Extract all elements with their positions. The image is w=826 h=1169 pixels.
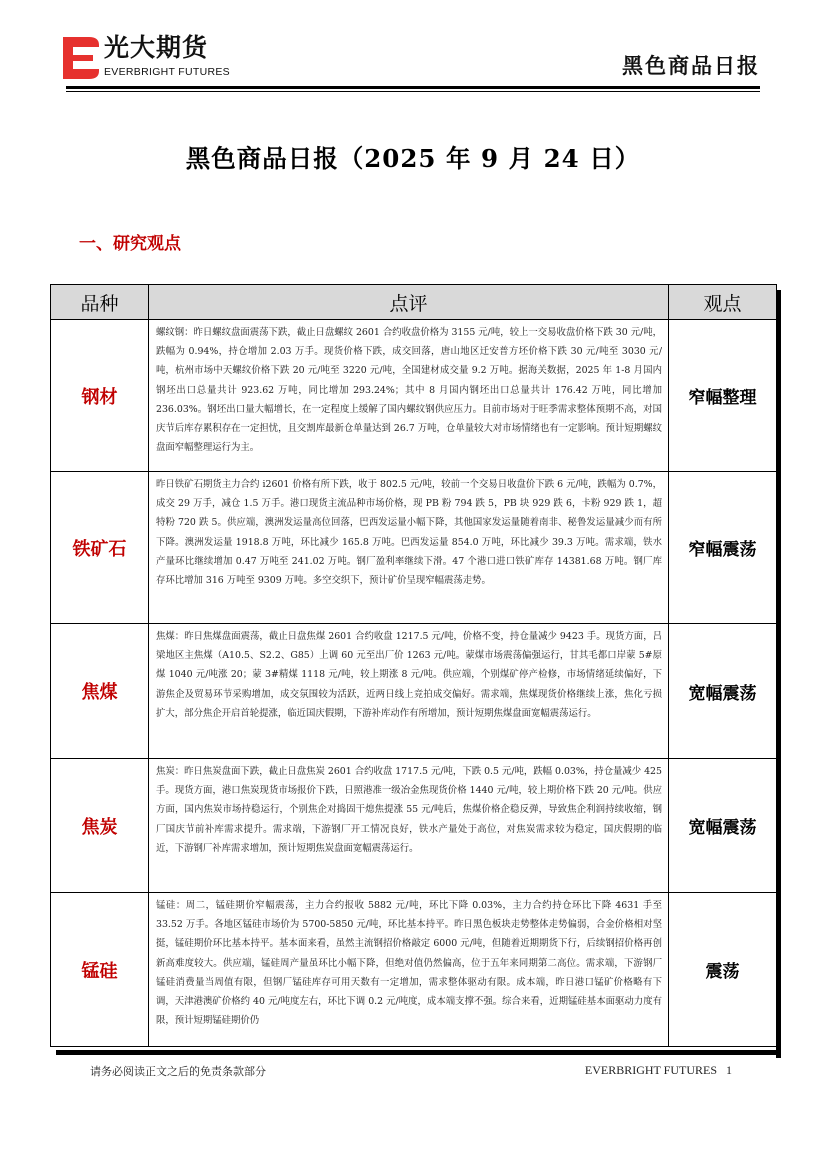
research-views-table <box>50 284 777 1047</box>
footer-brand <box>585 1063 732 1078</box>
page-title: 黑色商品日报（2025 年 9 月 24 日） <box>185 144 641 173</box>
view-cell: 窄幅震荡 <box>669 472 777 624</box>
table-row <box>51 624 777 759</box>
view-cell: 宽幅震荡 <box>669 624 777 759</box>
header-divider-thin <box>66 91 760 92</box>
everbright-logo-icon <box>63 37 99 79</box>
table-row <box>51 472 777 624</box>
table-header-row <box>51 285 777 320</box>
view-cell: 宽幅震荡 <box>669 759 777 893</box>
footer-brand-name: EVERBRIGHT FUTURES <box>584 1063 717 1077</box>
section-heading: 一、研究观点 <box>79 234 181 254</box>
table-row <box>51 759 777 893</box>
comment-cell: 锰硅：周二，锰硅期价窄幅震荡，主力合约报收 5882 元/吨，环比下降 0.03%，主力合约持仓环比下降 4631 手至 33.52 万手。各地区锰硅市场价为 5700-5850 元/吨，环比基本持平。昨日黑色板块走势整体走势偏弱，合金价格相对坚挺，锰硅期价环比基本持平。基本面来看，虽然主流钢招价格敲定 6000 元/吨，但随着近期期货下行，后续钢招价格再创新高难度较大。供应端，锰硅周产量虽环比小幅下降，但绝对值仍然偏高，位于五年来同期第二高位。需求端，下游钢厂锰硅消费量当周值有限，但钢厂锰硅库存可用天数有一定增加，需求整体驱动有限。成本端，昨日港口锰矿价格略有下调，天津港澳矿价格约 40 元/吨度左右，环比下调 0.2 元/吨度，成本端支撑不强。综合来看，近期锰硅基本面驱动力度有限，预计短期锰硅期价仍 <box>149 893 669 1047</box>
column-header-view: 观点 <box>669 285 777 320</box>
variety-cell: 钢材 <box>51 320 149 472</box>
header-divider <box>66 86 760 89</box>
view-cell: 震荡 <box>669 893 777 1047</box>
logo-english-name: EVERBRIGHT FUTURES <box>104 66 230 78</box>
table-row <box>51 893 777 1047</box>
variety-cell: 锰硅 <box>51 893 149 1047</box>
report-type-label: 黑色商品日报 <box>622 54 760 78</box>
variety-cell: 铁矿石 <box>51 472 149 624</box>
footer-disclaimer: 请务必阅读正文之后的免责条款部分 <box>90 1065 266 1078</box>
variety-cell: 焦煤 <box>51 624 149 759</box>
page-header <box>0 0 826 100</box>
logo-chinese-name: 光大期货 <box>104 33 209 62</box>
comment-cell: 昨日铁矿石期货主力合约 i2601 价格有所下跌，收于 802.5 元/吨，较前一个交易日收盘价下跌 6 元/吨，跌幅为 0.7%，成交 29 万手，减仓 1.5 万手。港口现货主流品种市场价格，现 PB 粉 794 跌 5，PB 块 929 跌 6，卡粉 929 跌 1，超特粉 720 跌 5。供应端，澳洲发运量高位回落，巴西发运量小幅下降，其他国家发运量随着南非、秘鲁发运量减少而有所下降。澳洲发运量 1918.8 万吨，环比减少 165.8 万吨。巴西发运量 854.0 万吨，环比减少 39.3 万吨。需求端，铁水产量环比继续增加 0.47 万吨至 241.02 万吨。钢厂盈利率继续下滑。47 个港口进口铁矿库存 14381.68 万吨。钢厂库存环比增加 316 万吨至 9309 万吨。多空交织下，预计矿价呈现窄幅震荡走势。 <box>149 472 669 624</box>
comment-cell: 螺纹钢：昨日螺纹盘面震荡下跌，截止日盘螺纹 2601 合约收盘价格为 3155 元/吨，较上一交易收盘价格下跌 30 元/吨，跌幅为 0.94%，持仓增加 2.03 万手。现货价格下跌，成交回落，唐山地区迁安普方坯价格下跌 30 元/吨至 3030 元/吨，杭州市场中天螺纹价格下跌 20 元/吨至 3220 元/吨，全国建材成交量 9.2 万吨。据海关数据，2025 年 1-8 月国内钢坯出口总量共计 923.62 万吨，同比增加 293.24%；其中 8 月国内钢坯出口总量共计 176.42 万吨，同比增加 236.03%。钢坯出口量大幅增长，在一定程度上缓解了国内螺纹钢供应压力。目前市场对于旺季需求整体预期不高，对国庆节后库存累积存在一定担忧，且交割库最新仓单量达到 26.7 万吨，仓单量较大对市场情绪也有一定影响。预计短期螺纹盘面窄幅整理运行为主。 <box>149 320 669 472</box>
column-header-comment: 点评 <box>149 285 669 320</box>
table-shadow-bottom <box>56 1050 781 1055</box>
page-number: 1 <box>726 1063 732 1077</box>
variety-cell: 焦炭 <box>51 759 149 893</box>
view-cell: 窄幅整理 <box>669 320 777 472</box>
comment-cell: 焦煤：昨日焦煤盘面震荡，截止日盘焦煤 2601 合约收盘 1217.5 元/吨，价格不变，持仓量减少 9423 手。现货方面，吕梁地区主焦煤（A10.5、S2.2、G85）上调 60 元至出厂价 1263 元/吨。蒙煤市场震荡偏强运行，甘其毛都口岸蒙 5#原煤 1040 元/吨涨 20；蒙 3#精煤 1118 元/吨，较上期涨 8 元/吨。供应端，个别煤矿停产检修，市场情绪延续偏好，下游焦企及贸易环节采购增加，成交氛围较为活跃，近两日线上竞拍成交偏好。需求端，焦煤现货价格继续上涨，焦化亏损扩大，部分焦企开启首轮提涨，临近国庆假期，下游补库动作有所增加，预计短期焦煤盘面宽幅震荡运行。 <box>149 624 669 759</box>
comment-cell: 焦炭：昨日焦炭盘面下跌，截止日盘焦炭 2601 合约收盘 1717.5 元/吨，下跌 0.5 元/吨，跌幅 0.03%，持仓量减少 425 手。现货方面，港口焦炭现货市场报价下跌，日照港准一级冶金焦现货价格 1440 元/吨，较上期价格下跌 20 元/吨。供应方面，国内焦炭市场持稳运行，个别焦企对捣固干熄焦提涨 55 元/吨后，焦煤价格企稳反弹，导致焦企利润持续收缩，钢厂国庆节前补库需求提升。需求端，下游钢厂开工情况良好，铁水产量处于高位，对焦炭需求较为稳定，国庆假期的临近，下游钢厂补库需求增加，预计短期焦炭盘面宽幅震荡运行。 <box>149 759 669 893</box>
column-header-variety: 品种 <box>51 285 149 320</box>
table-row <box>51 320 777 472</box>
